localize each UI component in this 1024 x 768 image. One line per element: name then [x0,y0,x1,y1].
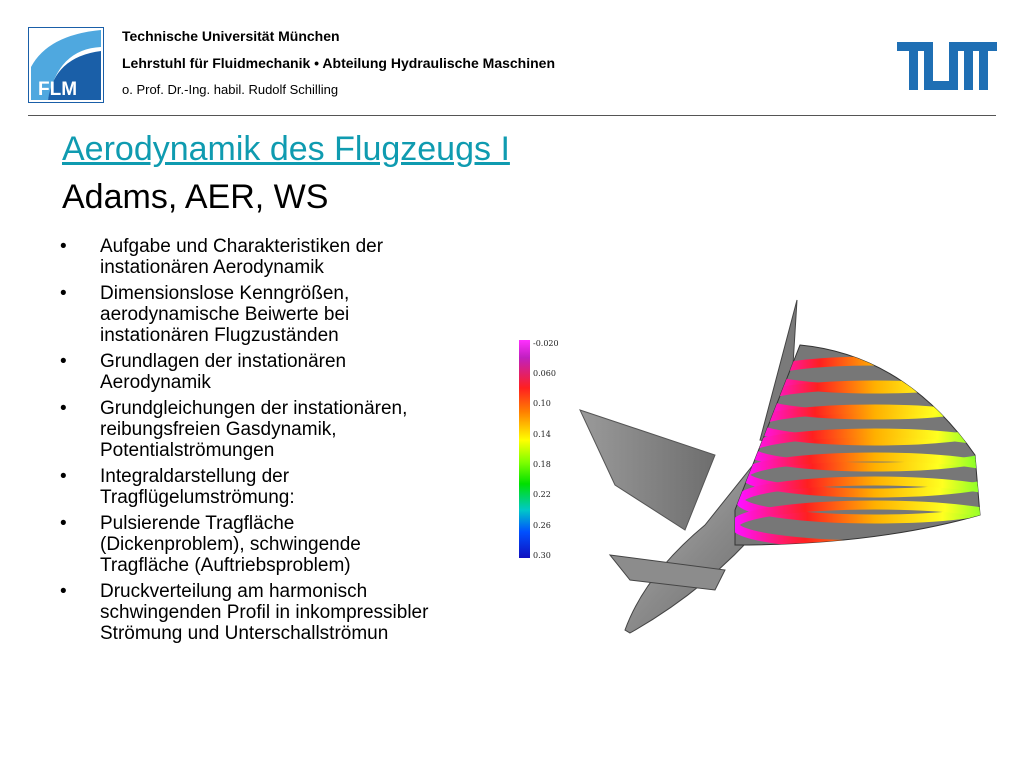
slide-subtitle: Adams, AER, WS [62,178,329,216]
list-item [60,513,500,576]
professor-name: o. Prof. Dr.-Ing. habil. Rudolf Schilling [122,82,339,97]
bullet-icon: • [60,581,67,602]
color-scale-label: 0.10 [533,399,551,408]
list-item-text: Aufgabe und Charakteristiken der instationären Aerodynamik [100,236,384,278]
color-scale-gradient [519,340,530,558]
list-item [60,581,500,644]
list-item-text: Dimensionslose Kenngrößen, aerodynamische Beiwerte bei instationären Flugzuständen [100,283,350,346]
list-item [60,283,500,346]
list-item-text: Integraldarstellung der Tragflügelumströmung: [100,466,295,508]
color-scale-label: 0.18 [533,460,551,469]
list-item [60,351,500,393]
bullet-icon: • [60,466,67,487]
department-name: Lehrstuhl für Fluidmechanik • Abteilung Hydraulische Maschinen [122,55,556,71]
list-item-text: Grundgleichungen der instationären, reibungsfreien Gasdynamik, Potentialströmungen [100,398,408,461]
pressure-color-scale [519,340,561,562]
bullet-icon: • [60,283,67,304]
color-scale-label: 0.30 [533,551,551,560]
color-scale-label: 0.060 [533,369,556,378]
header-divider [28,115,996,116]
list-item [60,236,500,278]
flm-logo-text: FLM [38,79,78,100]
slide-title-link[interactable]: Aerodynamik des Flugzeugs I [62,130,510,168]
color-scale-label: 0.22 [533,490,551,499]
flm-logo [28,27,104,103]
color-scale-label: 0.14 [533,430,551,439]
tum-logo [897,42,997,90]
list-item-text: Grundlagen der instationären Aerodynamik [100,351,347,393]
bullet-icon: • [60,398,67,419]
aircraft-pressure-plot [575,295,1000,635]
university-name: Technische Universität München [122,28,340,44]
list-item [60,466,500,508]
list-item-text: Druckverteilung am harmonisch schwingenden Profil in inkompressibler Strömung und Unterschallströmun [100,581,429,644]
list-item [60,398,500,461]
color-scale-label: -0.020 [533,339,559,348]
bullet-icon: • [60,351,67,372]
topic-list [60,236,500,649]
color-scale-label: 0.26 [533,521,551,530]
left-wing-shape [580,410,715,530]
list-item-text: Pulsierende Tragfläche (Dickenproblem), schwingende Tragfläche (Auftriebsproblem) [100,513,361,576]
bullet-icon: • [60,236,67,257]
bullet-icon: • [60,513,67,534]
institution-header [122,29,555,110]
